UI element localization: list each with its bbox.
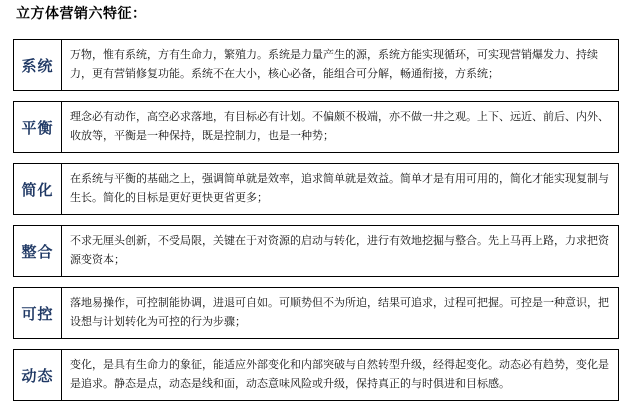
feature-label: 简化 xyxy=(13,163,61,215)
feature-description: 不求无厘头创新，不受局限，关键在于对资源的启动与转化，进行有效地挖掘与整合。先上马再上路，力求把资源变资本； xyxy=(61,225,619,277)
feature-row-balance xyxy=(13,101,619,153)
feature-row-controllable xyxy=(13,287,619,339)
feature-description: 在系统与平衡的基础之上，强调简单就是效率，追求简单就是效益。简单才是有用可用的，简化才能实现复制与生长。简化的目标是更好更快更省更多； xyxy=(61,163,619,215)
feature-description: 万物，惟有系统，方有生命力，繁殖力。系统是力量产生的源，系统方能实现循环，可实现营销爆发力、持续力，更有营销修复功能。系统不在大小，核心必备，能组合可分解，畅通衔接，方系统； xyxy=(61,39,619,91)
feature-row-simplify xyxy=(13,163,619,215)
feature-label: 动态 xyxy=(13,349,61,401)
feature-label: 系统 xyxy=(13,39,61,91)
feature-label: 可控 xyxy=(13,287,61,339)
feature-row-system xyxy=(13,39,619,91)
feature-description: 理念必有动作，高空必求落地，有目标必有计划。不偏颇不极端，亦不做一井之观。上下、远近、前后、内外、收放等，平衡是一种保持，既是控制力，也是一种势； xyxy=(61,101,619,153)
feature-label: 平衡 xyxy=(13,101,61,153)
feature-row-dynamic xyxy=(13,349,619,401)
feature-description: 变化，是具有生命力的象征，能适应外部变化和内部突破与自然转型升级，经得起变化。动态必有趋势，变化是是追求。静态是点，动态是线和面，动态意味风险或升级，保持真正的与时俱进和目标感。 xyxy=(61,349,619,401)
feature-description: 落地易操作，可控制能协调，进退可自如。可顺势但不为所迫，结果可追求，过程可把握。可控是一种意识，把设想与计划转化为可控的行为步骤； xyxy=(61,287,619,339)
feature-row-integrate xyxy=(13,225,619,277)
page-title: 立方体营销六特征： xyxy=(16,6,147,22)
feature-list xyxy=(13,39,619,401)
feature-label: 整合 xyxy=(13,225,61,277)
